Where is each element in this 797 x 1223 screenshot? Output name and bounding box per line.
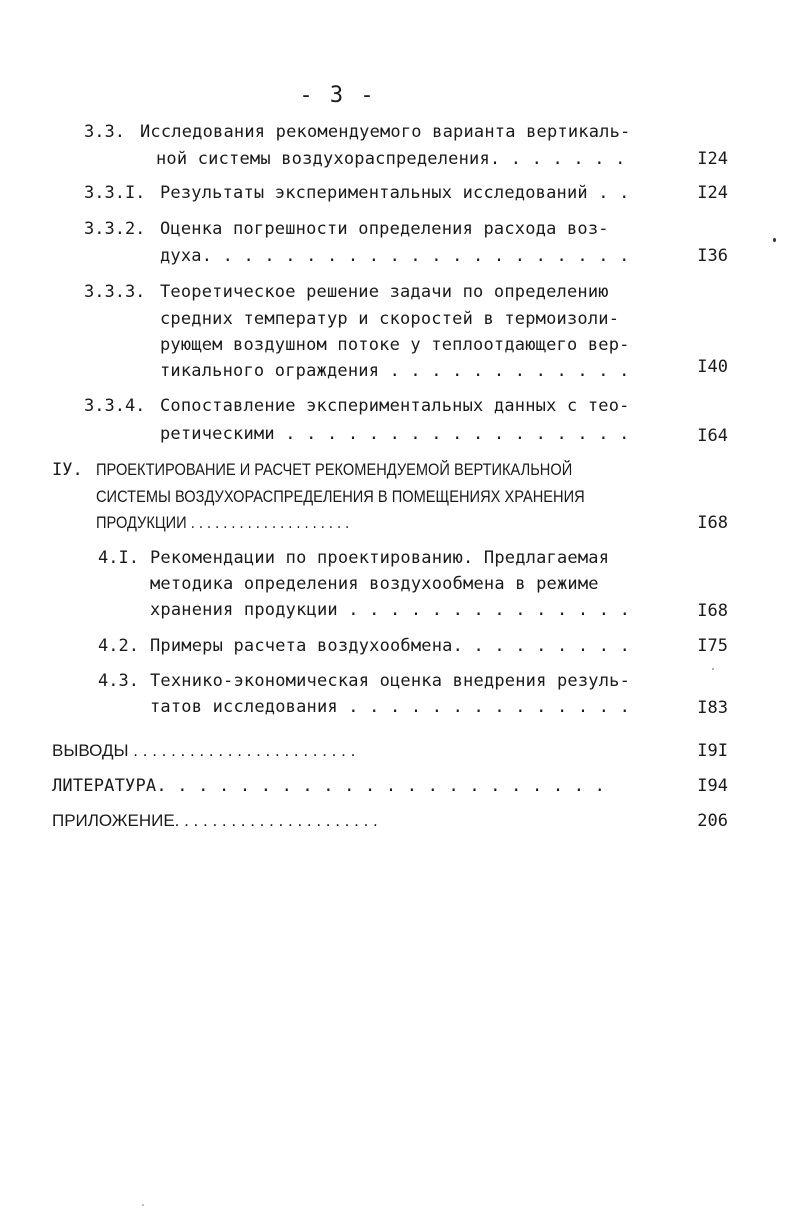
toc-entry-line: Примеры расчета воздухообмена. . . . . . . . .: [150, 636, 631, 656]
toc-entry-line: Сопоставление экспериментальных данных с тео-: [160, 396, 630, 416]
toc-entry-line: ВЫВОДЫ . . . . . . . . . . . . . . . . . . . . . . . .: [52, 741, 356, 760]
toc-page-ref: I68: [697, 513, 728, 533]
toc-entry-line: ПРИЛОЖЕНИЕ. . . . . . . . . . . . . . . . . . . . . .: [52, 811, 378, 830]
toc-page-ref: I64: [697, 426, 728, 446]
scan-speck: [773, 238, 776, 242]
toc-page-ref: I40: [697, 357, 728, 377]
toc-entry-line: средних температур и скоростей в термоизоли-: [160, 309, 620, 329]
toc-entry-line: ПРОЕКТИРОВАНИЕ И РАСЧЕТ РЕКОМЕНДУЕМОЙ ВЕРТИКАЛЬНОЙ: [96, 460, 573, 479]
toc-page-ref: I94: [697, 776, 728, 796]
scan-speck: [712, 668, 714, 670]
toc-entry-line: методика определения воздухообмена в режиме: [150, 574, 599, 594]
toc-entry-line: ЛИТЕРАТУРА. . . . . . . . . . . . . . . . . . . . . .: [52, 776, 606, 796]
toc-entry-line: духа. . . . . . . . . . . . . . . . . . . . .: [160, 246, 630, 266]
toc-entry-line: ПРОДУКЦИИ . . . . . . . . . . . . . . . . . . . .: [96, 513, 350, 532]
toc-entry-number: 3.3.4.: [84, 396, 146, 416]
toc-page-ref: I36: [697, 246, 728, 266]
toc-entry-line: хранения продукции . . . . . . . . . . . . . .: [150, 600, 631, 620]
toc-entry-line: ной системы воздухораспределения. . . . . . .: [156, 149, 626, 169]
toc-entry-line: татов исследования . . . . . . . . . . . . . .: [150, 697, 631, 717]
toc-page-ref: 206: [697, 811, 728, 831]
toc-page-ref: I75: [697, 636, 728, 656]
toc-entry-line: Технико-экономическая оценка внедрения резуль-: [150, 671, 631, 691]
toc-entry-number: 3.3.I.: [84, 183, 146, 203]
toc-page-ref: I68: [697, 601, 728, 621]
scan-speck: [142, 1204, 144, 1206]
toc-entry-line: Теоретическое решение задачи по определению: [160, 282, 609, 302]
toc-entry-number: 3.3.3.: [84, 282, 146, 302]
toc-entry-number: 4.I.: [98, 548, 139, 568]
toc-entry-line: ретическими . . . . . . . . . . . . . . . . .: [160, 424, 630, 444]
toc-entry-number: 3.3.: [84, 122, 125, 142]
toc-page-ref: I24: [697, 183, 728, 203]
page-number: - 3 -: [299, 83, 376, 108]
toc-entry-line: Результаты экспериментальных исследований . .: [160, 183, 630, 203]
toc-entry-number: 4.2.: [98, 636, 139, 656]
toc-entry-line: СИСТЕМЫ ВОЗДУХОРАСПРЕДЕЛЕНИЯ В ПОМЕЩЕНИЯХ ХРАНЕНИЯ: [96, 487, 585, 506]
toc-entry-line: Рекомендации по проектированию. Предлагаемая: [150, 548, 610, 568]
toc-page-ref: I9I: [697, 741, 728, 761]
toc-entry-number: 3.3.2.: [84, 219, 146, 239]
toc-entry-line: тикального ограждения . . . . . . . . . . . .: [160, 361, 630, 381]
toc-entry-number: 4.3.: [98, 671, 139, 691]
toc-entry-number: IУ.: [52, 460, 83, 480]
toc-entry-line: Оценка погрешности определения расхода воз-: [160, 219, 609, 239]
toc-entry-line: рующем воздушном потоке у теплоотдающего вер-: [160, 335, 630, 355]
toc-page-ref: I24: [697, 149, 728, 169]
toc-entry-line: Исследования рекомендуемого варианта вертикаль-: [140, 122, 631, 142]
toc-page-ref: I83: [697, 698, 728, 718]
